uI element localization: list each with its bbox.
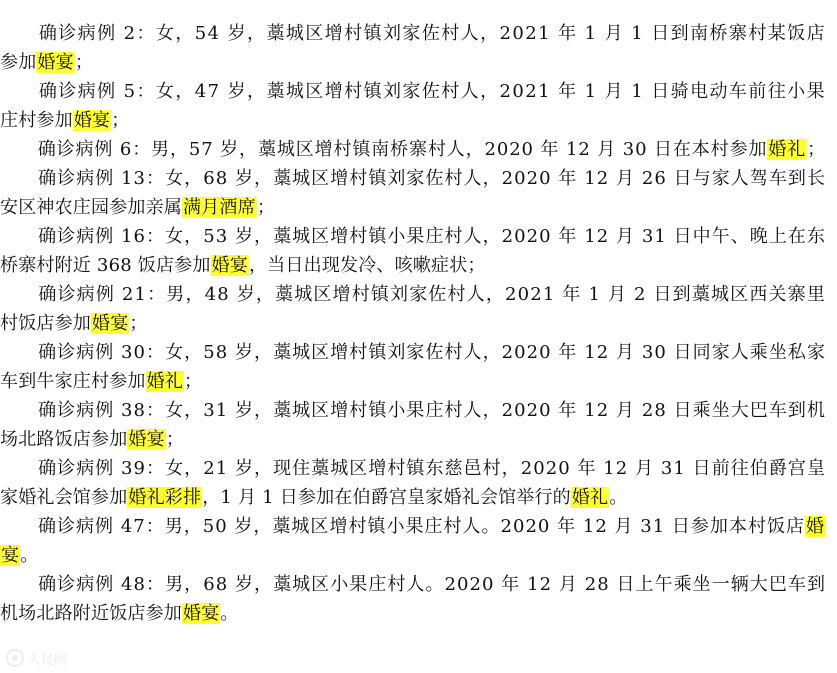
line-text	[0, 48, 93, 78]
doc-line	[0, 541, 837, 571]
line-text	[0, 425, 184, 455]
doc-line	[0, 48, 837, 78]
line-text	[0, 454, 826, 484]
text-span: 参加	[0, 52, 37, 73]
highlighted-term: 婚礼	[768, 139, 807, 160]
doc-line	[0, 164, 837, 194]
line-text	[0, 396, 826, 426]
highlighted-term: 婚	[805, 516, 825, 537]
doc-line	[0, 483, 837, 513]
doc-line	[0, 251, 837, 281]
highlighted-term: 满月酒席	[183, 197, 256, 218]
highlighted-term: 婚礼	[571, 487, 609, 508]
text-span: 确诊病例 6：男，57 岁，藁城区增村镇南桥寨村人，2020 年 12 月 30 日在本村参加	[0, 139, 768, 160]
line-text	[0, 570, 826, 600]
doc-line	[0, 599, 837, 629]
highlighted-term: 婚宴	[73, 110, 111, 131]
line-text	[0, 164, 826, 194]
highlighted-term: 婚礼彩排	[128, 487, 202, 508]
doc-line	[0, 338, 837, 368]
line-text	[0, 280, 826, 310]
line-text	[0, 77, 826, 107]
text-span: 安区神农庄园参加亲属	[0, 197, 182, 218]
doc-line	[0, 512, 837, 542]
text-span: 确诊病例 21：男，48 岁，藁城区增村镇刘家佐村人，2021 年 1 月 2 日到藁城区西关寨里	[0, 284, 826, 305]
line-text	[0, 338, 826, 368]
text-span: 确诊病例 13：女，68 岁，藁城区增村镇刘家佐村人，2020 年 12 月 26 日与家人驾车到长	[0, 168, 826, 189]
text-span: 确诊病例 38：女，31 岁，藁城区增村镇小果庄村人，2020 年 12 月 28 日乘坐大巴车到机	[0, 400, 826, 421]
doc-line	[0, 77, 837, 107]
highlighted-term: 婚礼	[146, 371, 184, 392]
text-span: ；	[807, 139, 827, 160]
text-span: ；	[129, 313, 148, 334]
text-span: ；	[74, 52, 94, 73]
text-span: ；	[184, 371, 203, 392]
line-text	[0, 599, 239, 629]
text-span: 庄村参加	[0, 110, 73, 131]
doc-line	[0, 135, 837, 165]
highlighted-term: 婚宴	[37, 52, 74, 73]
line-text	[0, 193, 275, 223]
text-span: 确诊病例 16：女，53 岁，藁城区增村镇小果庄村人，2020 年 12 月 31 日中午、晚上在东	[0, 226, 826, 247]
line-text	[0, 367, 202, 397]
text-span: 桥寨村附近 368 饭店参加	[0, 255, 211, 276]
doc-line	[0, 425, 837, 455]
line-text	[0, 541, 38, 571]
doc-line	[0, 106, 837, 136]
doc-line	[0, 454, 837, 484]
doc-line	[0, 193, 837, 223]
text-span: 。	[609, 487, 628, 508]
text-span: 确诊病例 48：男，68 岁，藁城区小果庄村人。2020 年 12 月 28 日上午乘坐一辆大巴车到	[0, 574, 826, 595]
text-span: ，1 月 1 日参加在伯爵宫皇家婚礼会馆举行的	[202, 487, 571, 508]
text-span: ；	[256, 197, 276, 218]
highlighted-term: 婚宴	[183, 603, 220, 624]
doc-line	[0, 19, 837, 49]
text-span: 。	[20, 545, 39, 566]
doc-line	[0, 309, 837, 339]
line-text	[0, 222, 826, 252]
line-text	[0, 106, 129, 136]
doc-line	[0, 222, 837, 252]
watermark	[6, 647, 67, 669]
doc-line	[0, 280, 837, 310]
highlighted-term: 宴	[1, 545, 20, 566]
text-span: 确诊病例 47：男，50 岁，藁城区增村镇小果庄村人。2020 年 12 月 31 日参加本村饭店	[0, 516, 805, 537]
line-text	[0, 512, 826, 542]
text-span: 车到牛家庄村参加	[0, 371, 146, 392]
text-span: ；	[111, 110, 130, 131]
line-text	[0, 135, 826, 165]
text-span: 家婚礼会馆参加	[0, 487, 128, 508]
text-span: 。	[220, 603, 239, 624]
highlighted-term: 婚宴	[211, 255, 249, 276]
text-span: 机场北路附近饭店参加	[0, 603, 182, 624]
highlighted-term: 婚宴	[92, 313, 129, 334]
text-span: 确诊病例 30：女，58 岁，藁城区增村镇刘家佐村人，2020 年 12 月 30 日同家人乘坐私家	[0, 342, 826, 363]
camera-lens-icon	[6, 649, 24, 667]
doc-line	[0, 396, 837, 426]
line-text	[0, 483, 628, 513]
text-span: 确诊病例 5：女，47 岁，藁城区增村镇刘家佐村人，2021 年 1 月 1 日骑电动车前往小果	[0, 81, 826, 102]
text-span: ；	[165, 429, 185, 450]
highlighted-term: 婚宴	[128, 429, 165, 450]
doc-line	[0, 367, 837, 397]
watermark-text: 人民网	[28, 652, 68, 668]
line-text	[0, 309, 148, 339]
text-span: 确诊病例 2：女，54 岁，藁城区增村镇刘家佐村人，2021 年 1 月 1 日到南桥寨村某饭店	[0, 23, 826, 44]
line-text	[0, 251, 486, 281]
text-span: 场北路饭店参加	[0, 429, 128, 450]
text-span: ，当日出现发冷、咳嗽症状；	[249, 255, 486, 276]
text-span: 村饭店参加	[0, 313, 91, 334]
text-span: 确诊病例 39：女，21 岁，现住藁城区增村镇东慈邑村，2020 年 12 月 31 日前往伯爵宫皇	[0, 458, 826, 479]
doc-line	[0, 570, 837, 600]
line-text	[0, 19, 826, 49]
